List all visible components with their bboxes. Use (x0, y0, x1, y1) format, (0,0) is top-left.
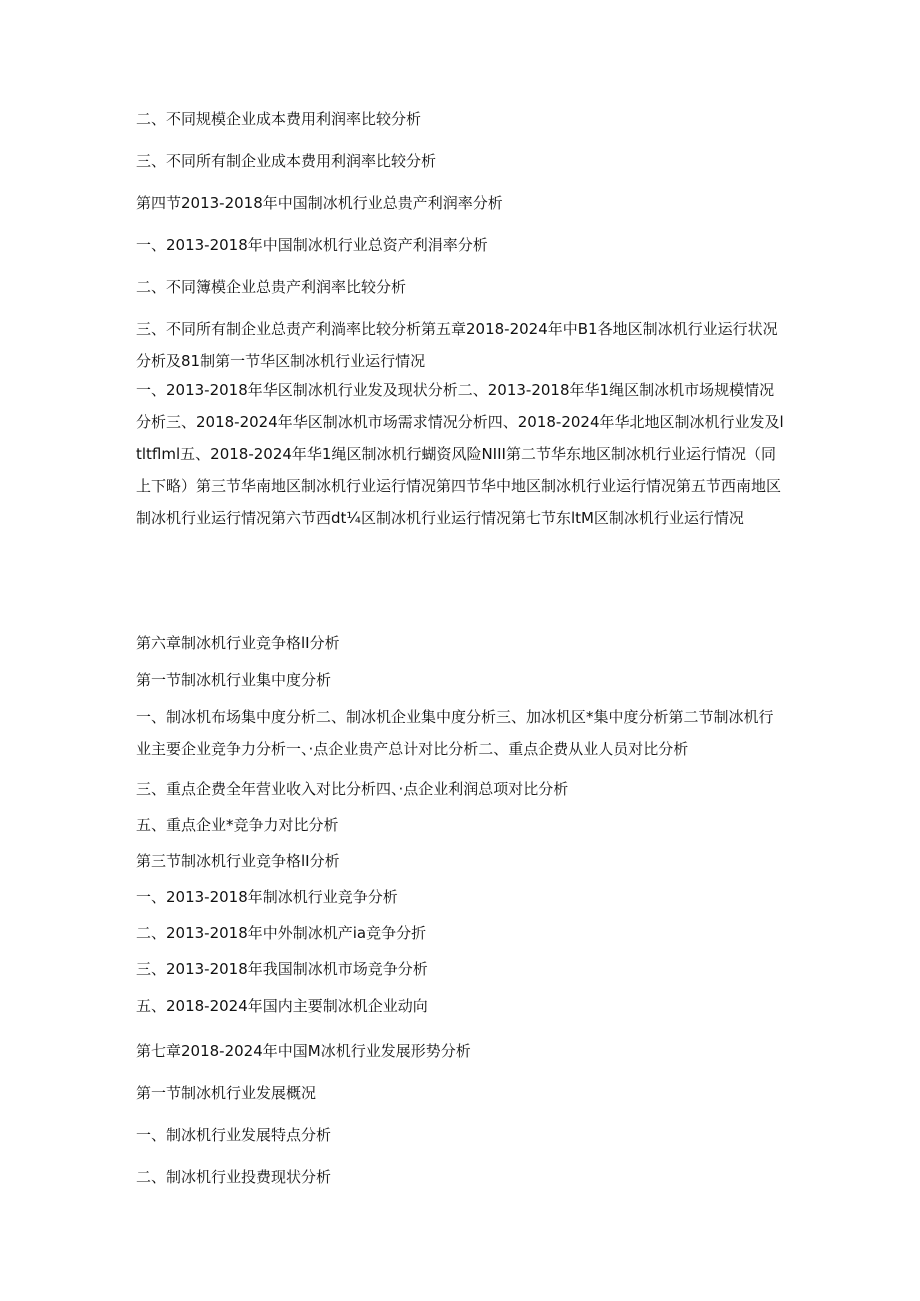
toc-paragraph: 一、制冰机布场集中度分析二、制冰机企业集中度分析三、加冰机区*集中度分析第二节制冰机行业主要企业竞争力分析一、·点企业贵产总计对比分析二、重点企费从业人员对比分析 (136, 708, 774, 758)
toc-line: 三、重点企费全年营业收入对比分析四、·点企业利润总项对比分析 (136, 780, 569, 798)
toc-line: 五、重点企业*竞争力对比分析 (136, 816, 339, 834)
toc-line: 三、2013-2018年我国制冰机市场竞争分析 (136, 960, 428, 978)
toc-line: 三、不同所有制企业成本费用利润率比较分析 (136, 152, 437, 170)
toc-line: 二、不同规模企业成本费用利润率比较分析 (136, 110, 422, 128)
toc-paragraph: 三、不同所有制企业总责产利淌率比较分析第五章2018-2024年中B1各地区制冰机行业运行状况分析及81制第一节华区制冰机行业运行情况 (136, 320, 778, 370)
chapter-heading: 第七章2018-2024年中国M冰机行业发展形势分析 (136, 1042, 471, 1060)
toc-line: 五、2018-2024年国内主要制冰机企业动向 (136, 997, 428, 1015)
toc-line: 一、制冰机行业发展特点分析 (136, 1126, 332, 1144)
toc-line: 第四节2013-2018年中国制冰机行业总贵产利润率分析 (136, 194, 503, 212)
section-heading: 第一节制冰机行业集中度分析 (136, 671, 332, 689)
toc-paragraph: 一、2013-2018年华区制冰机行业发及现状分析二、2013-2018年华1绳区制冰机市场规模情况分析三、2018-2024年华区制冰机市场需求情况分析四、2018-2024年华北地区制冰机行业发及ltltflml五、2018-2024年华1绳区制冰机行蝴资风险NIII第二节华东地区制冰机行业运行情况（同上下略）第三节华南地区制冰机行业运行情况第四节华中地区制冰机行业运行情况第五节西南地区制冰机行业运行情况第六节西dt¼区制冰机行业运行情况第七节东ltM区制冰机行业运行情况 (136, 381, 784, 527)
toc-line: 二、2013-2018年中外制冰机产ia竞争分折 (136, 924, 427, 942)
chapter-heading: 第六章制冰机行业竞争格lI分析 (136, 634, 340, 652)
section-heading: 第三节制冰机行业竞争格lI分析 (136, 852, 340, 870)
toc-line: 二、不同簿模企业总贵产利润率比较分析 (136, 278, 407, 296)
section-heading: 第一节制冰机行业发展概况 (136, 1084, 317, 1102)
toc-line: 一、2013-2018年中国制冰机行业总资产利涓率分析 (136, 236, 488, 254)
toc-line: 二、制冰机行业投费现状分析 (136, 1168, 332, 1186)
toc-line: 一、2013-2018年制冰机行业竞争分析 (136, 888, 398, 906)
